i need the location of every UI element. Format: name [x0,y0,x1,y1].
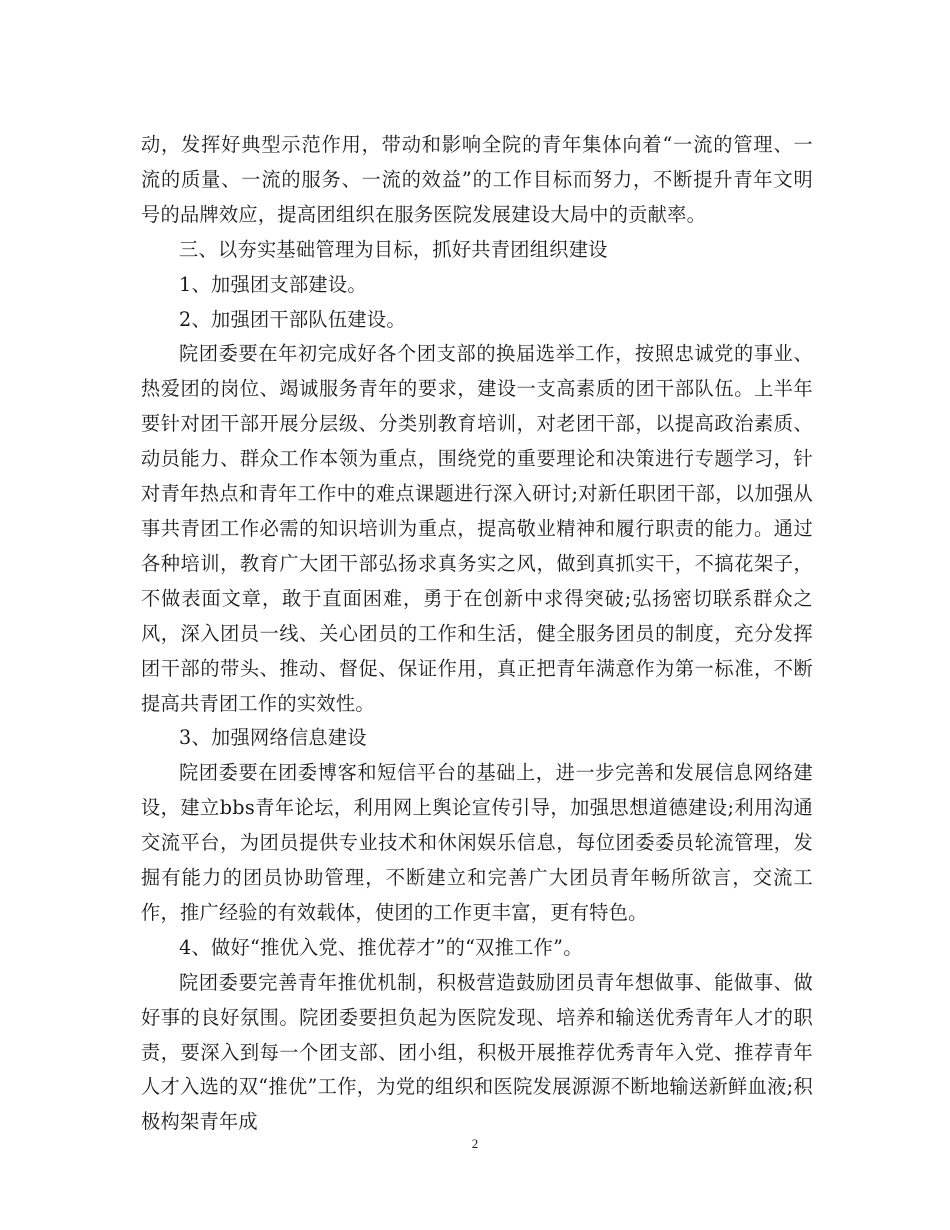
paragraph-cadre-training: 院团委要在年初完成好各个团支部的换届选举工作，按照忠诚党的事业、热爱团的岗位、竭诚服务青年的要求，建设一支高素质的团干部队伍。上半年要针对团干部开展分层级、分类别教育培训，对老团干部，以提高政治素质、动员能力、群众工作本领为重点，围绕党的重要理论和决策进行专题学习，针对青年热点和青年工作中的难点课题进行深入研讨;对新任职团干部，以加强从事共青团工作必需的知识培训为重点，提高敬业精神和履行职责的能力。通过各种培训，教育广大团干部弘扬求真务实之风，做到真抓实干，不搞花架子，不做表面文章，敢于直面困难，勇于在创新中求得突破;弘扬密切联系群众之风，深入团员一线、关心团员的工作和生活，健全服务团员的制度，充分发挥团干部的带头、推动、督促、保证作用，真正把青年满意作为第一标准，不断提高共青团工作的实效性。 [141,342,813,715]
section-heading: 三、以夯实基础管理为目标，抓好共青团组织建设 [179,237,608,261]
page-number: 2 [471,1136,479,1151]
paragraph-recommendation: 院团委要完善青年推优机制，积极营造鼓励团员青年想做事、能做事、做好事的良好氛围。院团委要担负起为医院发现、培养和输送优秀青年人才的职责，要深入到每一个团支部、团小组，积极开展推荐优秀青年入党、推荐青年人才入选的双“推优”工作，为党的组织和医院发展源源不断地输送新鲜血液;积极构架青年成 [141,970,813,1134]
paragraph-network: 院团委要在团委博客和短信平台的基础上，进一步完善和发展信息网络建设，建立bbs青年论坛，利用网上舆论宣传引导，加强思想道德建设;利用沟通交流平台，为团员提供专业技术和休闲娱乐信息，每位团委委员轮流管理，发掘有能力的团员协助管理，不断建立和完善广大团员青年畅所欲言，交流工作，推广经验的有效载体，使团的工作更丰富，更有特色。 [141,761,813,924]
paragraph-continuation: 动，发挥好典型示范作用，带动和影响全院的青年集体向着“一流的管理、一流的质量、一流的服务、一流的效益”的工作目标而努力，不断提升青年文明号的品牌效应，提高团组织在服务医院发展建设大局中的贡献率。 [141,133,813,226]
document-body [141,128,813,1140]
subheading-3: 3、加强网络信息建设 [179,726,367,750]
subheading-1: 1、加强团支部建设。 [179,272,367,296]
subheading-4: 4、做好“推优入党、推优荐才”的“双推工作”。 [179,935,583,959]
subheading-2: 2、加强团干部队伍建设。 [179,307,406,331]
